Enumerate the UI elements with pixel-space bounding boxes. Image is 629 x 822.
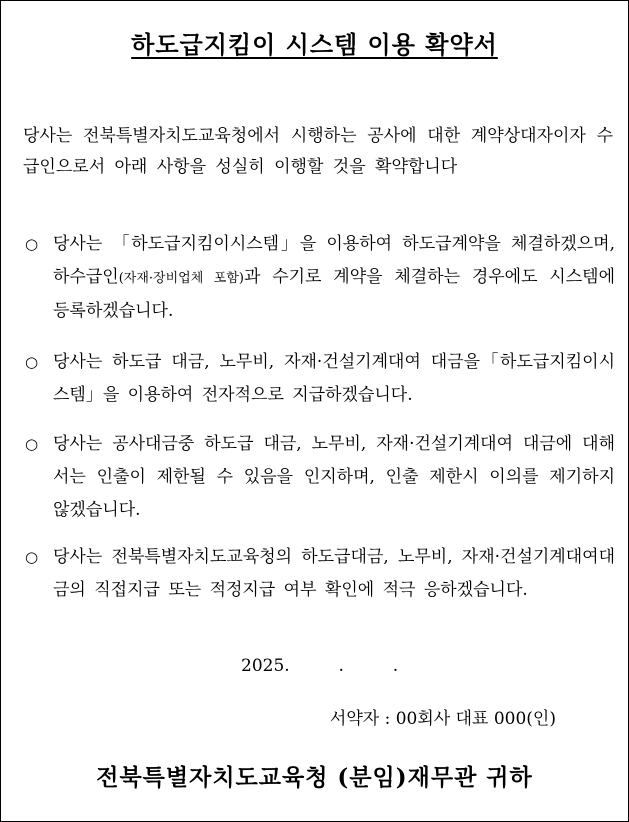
pledge-item-text: 당사는 하도급 대금, 노무비, 자재·건설기계대여 대금을「하도급지킴이시스템」을 이용하여 전자적으로 지급하겠습니다. bbox=[53, 352, 615, 405]
circle-bullet-icon: ○ bbox=[25, 435, 39, 453]
date-month-separator: . bbox=[338, 656, 344, 676]
date-day-separator: . bbox=[392, 656, 399, 676]
pledge-item-4 bbox=[25, 541, 615, 607]
pledge-text-part: 당사는 「하도급지킴이시스템」을 이용하여 하도급계약을 체결하겠으며, 하수급인 bbox=[53, 234, 615, 287]
title-text: 하도급지킴이 시스템 이용 확약서 bbox=[131, 31, 498, 59]
document-title bbox=[1, 25, 628, 60]
circle-bullet-icon: ○ bbox=[25, 353, 39, 371]
signer-line: 서약자 : 00회사 대표 000(인) bbox=[329, 709, 556, 729]
pledge-item-2 bbox=[25, 346, 615, 412]
date-line bbox=[241, 656, 398, 676]
pledge-item-1 bbox=[25, 228, 615, 328]
pledge-item-text: 당사는 공사대금중 하도급 대금, 노무비, 자재·건설기계대여 대금에 대해서는 인출이 제한될 수 있음을 인지하며, 인출 제한시 이의를 제기하지 않겠습니다. bbox=[53, 434, 615, 520]
pledge-item-3 bbox=[25, 428, 615, 527]
pledge-text-note: (자재·장비업체 포함) bbox=[118, 271, 244, 286]
circle-bullet-icon: ○ bbox=[25, 235, 39, 253]
circle-bullet-icon: ○ bbox=[25, 548, 39, 566]
pledge-item-text bbox=[53, 228, 615, 328]
pledge-text-part: 과 수기로 계약을 체결하는 경우에도 시스템에 등록하겠습니다. bbox=[53, 267, 615, 321]
pledge-item-text: 당사는 전북특별자치도교육청의 하도급대금, 노무비, 자재·건설기계대여대금의 직접지급 또는 적정지급 여부 확인에 적극 응하겠습니다. bbox=[53, 547, 615, 600]
recipient-line: 전북특별자치도교육청 (분임)재무관 귀하 bbox=[96, 764, 533, 791]
intro-paragraph: 당사는 전북특별자치도교육청에서 시행하는 공사에 대한 계약상대자이자 수급인으로서 아래 사항을 성실히 이행할 것을 확약합니다 bbox=[23, 126, 613, 177]
date-year: 2025. bbox=[241, 656, 290, 676]
